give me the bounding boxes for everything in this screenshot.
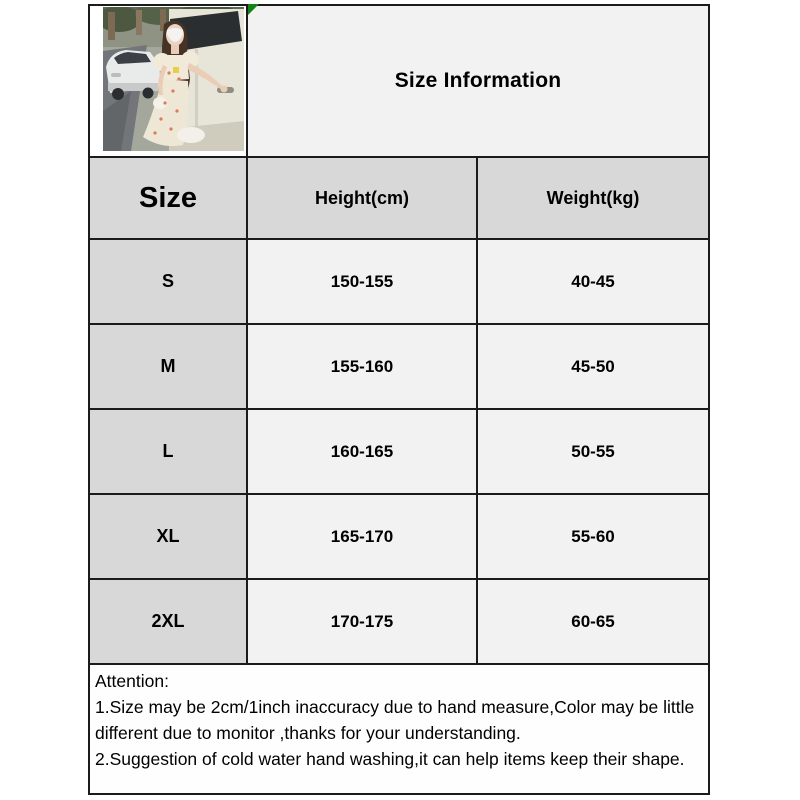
table-row-m — [90, 325, 708, 410]
height-value: 150-155 — [248, 240, 478, 323]
table-row-xl — [90, 495, 708, 580]
title-cell — [248, 6, 708, 156]
column-header-size: Size — [90, 158, 248, 238]
attention-section — [90, 665, 708, 793]
table-header-row — [90, 158, 708, 240]
height-value: 155-160 — [248, 325, 478, 408]
size-label: XL — [90, 495, 248, 578]
height-value: 170-175 — [248, 580, 478, 663]
table-row-l — [90, 410, 708, 495]
column-header-height: Height(cm) — [248, 158, 478, 238]
page-title: Size Information — [394, 69, 562, 92]
weight-value: 60-65 — [478, 580, 708, 663]
attention-label: Attention: — [95, 671, 169, 691]
table-row-top — [90, 6, 708, 158]
size-label: M — [90, 325, 248, 408]
size-label: S — [90, 240, 248, 323]
size-label: 2XL — [90, 580, 248, 663]
attention-note-1: 1.Size may be 2cm/1inch inaccuracy due to hand measure,Color may be little different due to monitor ,thanks for your understanding. — [95, 697, 695, 743]
product-photo — [103, 7, 244, 151]
size-chart-table — [88, 4, 710, 795]
attention-text-block — [90, 665, 708, 793]
table-row-s — [90, 240, 708, 325]
weight-value: 40-45 — [478, 240, 708, 323]
weight-value: 50-55 — [478, 410, 708, 493]
size-label: L — [90, 410, 248, 493]
weight-value: 45-50 — [478, 325, 708, 408]
weight-value: 55-60 — [478, 495, 708, 578]
attention-note-2: 2.Suggestion of cold water hand washing,it can help items keep their shape. — [95, 749, 685, 769]
height-value: 160-165 — [248, 410, 478, 493]
table-row-2xl — [90, 580, 708, 665]
column-header-weight: Weight(kg) — [478, 158, 708, 238]
green-corner-flag-icon — [248, 4, 259, 15]
height-value: 165-170 — [248, 495, 478, 578]
product-photo-cell — [90, 6, 248, 156]
